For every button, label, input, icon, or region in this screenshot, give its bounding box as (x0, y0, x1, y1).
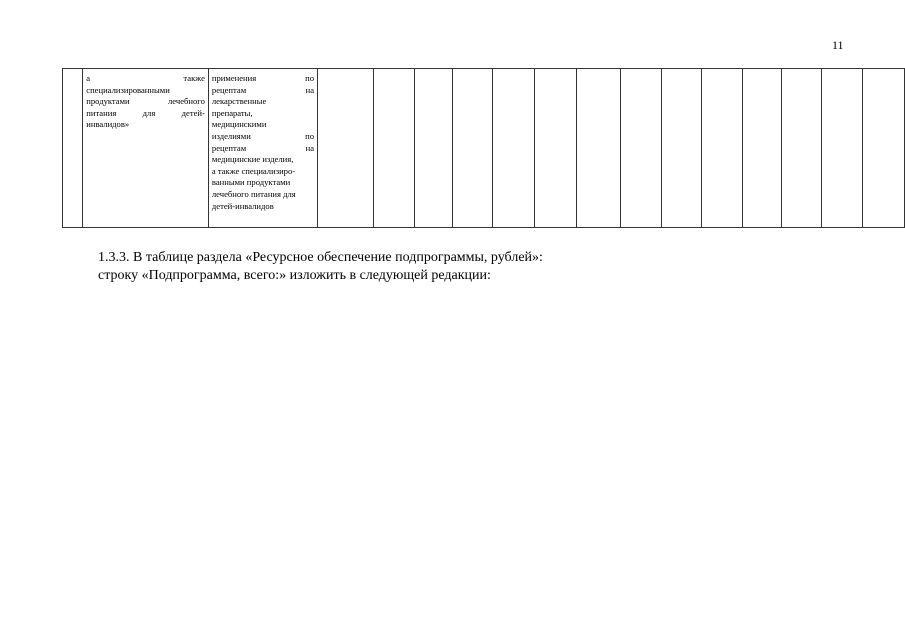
cell-text-line: препараты, (211, 107, 253, 118)
paragraph-instruction: строку «Подпрограмма, всего:» изложить в следующей редакции: (98, 268, 491, 283)
table-cell-number (63, 69, 83, 228)
program-table (62, 68, 905, 228)
cell-text-line: рецептам на (211, 84, 315, 95)
cell-text-line: медицинские изделия, (211, 154, 294, 165)
paragraph-section-title: 1.3.3. В таблице раздела «Ресурсное обеспечение подпрограммы, рублей»: (98, 250, 543, 265)
cell-text-line: инвалидов» (86, 119, 130, 130)
table-cell (822, 69, 863, 228)
table-cell (662, 69, 702, 228)
table-cell (373, 69, 414, 228)
table-cell (318, 69, 374, 228)
table-cell (534, 69, 576, 228)
cell-text-line: медицинскими (211, 119, 267, 130)
table-cell (701, 69, 742, 228)
table-cell (452, 69, 492, 228)
cell-text-line: продуктами лечебного (86, 96, 205, 107)
table-row (63, 69, 905, 228)
cell-text-line: применения по (211, 73, 315, 83)
cell-text-line: питания для детей- (86, 107, 205, 118)
cell-text-line: лекарственные (211, 96, 267, 107)
cell-text-line: рецептам на (211, 142, 315, 153)
cell-text-line: специализированными (86, 84, 170, 95)
indicator-text (209, 69, 317, 212)
table-cell (577, 69, 620, 228)
cell-text-line: изделиями по (211, 130, 315, 141)
table-cell (493, 69, 534, 228)
table-cell (742, 69, 781, 228)
cell-text-line: а также (86, 73, 205, 83)
table-cell-event-name (83, 69, 209, 228)
table-cell (863, 69, 905, 228)
cell-text-line: ванными продуктами (211, 177, 291, 188)
page-number: 11 (832, 38, 844, 52)
cell-text-line: лечебного питания для (211, 188, 296, 199)
cell-text-line: а также специализиро- (211, 165, 296, 176)
table-cell (781, 69, 821, 228)
table-cell-indicator (208, 69, 317, 228)
table-cell (415, 69, 453, 228)
event-name-text (83, 69, 208, 131)
table-cell (620, 69, 661, 228)
cell-text-line: детей-инвалидов (211, 200, 274, 211)
